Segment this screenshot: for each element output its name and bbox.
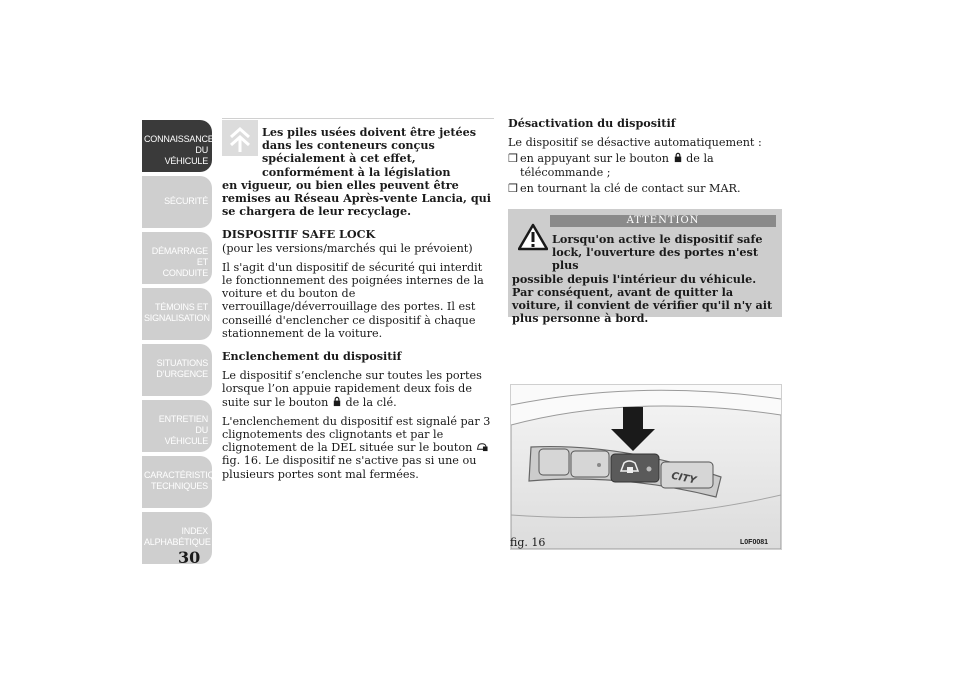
dashboard-buttons-illustration xyxy=(511,385,781,549)
tab-entretien-du-vehicule[interactable]: ENTRETIEN DU VÉHICULE xyxy=(142,400,212,452)
lock-icon xyxy=(673,152,683,163)
figure-caption: fig. 16 xyxy=(510,536,546,549)
left-column xyxy=(222,120,494,481)
disable-intro: Le dispositif se désactive automatiquement : xyxy=(508,136,762,150)
disable-title: Désactivation du dispositif xyxy=(508,116,676,130)
recycle-icon xyxy=(222,120,258,156)
recycle-note-tail: en vigueur, ou bien elles peuvent être remises au Réseau Après-vente Lancia, qui se chargera de leur recyclage. xyxy=(222,177,492,219)
recycle-note xyxy=(222,120,494,218)
tab-temoins-et-signalisation[interactable]: TÉMOINS ET SIGNALISATION xyxy=(142,288,212,340)
figure-code: L0F0081 xyxy=(740,539,769,546)
attention-text: Lorsqu'on active le dispositif safe lock, l'ouverture des portes n'est plus possible depuis l'intérieur du véhicule. Par conséquent, avant de quitter la voiture, il convient de vérifier qu'il n'y ait plus personne à bord. xyxy=(512,232,773,326)
page-number: 30 xyxy=(178,548,201,567)
figure-16 xyxy=(510,384,782,550)
tab-connaissance-du-vehicule[interactable]: CONNAISSANCE DU VÉHICULE xyxy=(142,120,212,172)
list-item: ❒ en appuyant sur le bouton de la télécommande ; xyxy=(508,152,714,179)
tab-demarrage-et-conduite[interactable]: DÉMARRAGE ET CONDUITE xyxy=(142,232,212,284)
intro-paragraph: Il s'agit d'un dispositif de sécurité qui interdit le fonctionnement des poignées internes de la voiture et du bouton de verrouillage/déverrouillage des portes. Il est conseillé d'enclencher ce dispositif à chaque stationnement de la voiture. xyxy=(222,260,484,340)
top-rule xyxy=(222,118,494,119)
right-column xyxy=(508,117,782,195)
city-button-label: CITY xyxy=(670,470,698,487)
lock-icon xyxy=(332,396,342,407)
attention-box xyxy=(508,209,782,326)
enable-title: Enclenchement du dispositif xyxy=(222,349,402,364)
signal-paragraph: L'enclenchement du dispositif est signalé par 3 clignotements des clignotants et par le clignotement de la DEL située sur le bouton fig. 16. Le dispositif ne s'active pas si une ou plusieurs portes sont mal fermées. xyxy=(222,414,491,481)
enable-paragraph: Le dispositif s’enclenche sur toutes les portes lorsque l’on appuie rapidement deux fois de suite sur le bouton de la clé. xyxy=(222,369,482,409)
section-subtitle: (pour les versions/marchés qui le prévoient) xyxy=(222,241,473,255)
tab-caracteristiques-techniques[interactable]: CARACTÉRISTIQUES TECHNIQUES xyxy=(142,456,212,508)
tab-situations-durgence[interactable]: SITUATIONS D’URGENCE xyxy=(142,344,212,396)
tab-index-alphabetique[interactable]: INDEX ALPHABÉTIQUE xyxy=(142,512,212,564)
list-item: ❒ en tournant la clé de contact sur MAR. xyxy=(508,181,741,195)
section-title: DISPOSITIF SAFE LOCK xyxy=(222,227,376,242)
car-lock-icon xyxy=(476,441,489,452)
attention-header: ATTENTION xyxy=(550,215,776,227)
tab-securite[interactable]: SÉCURITÉ xyxy=(142,176,212,228)
recycle-note-head: Les piles usées doivent être jetées dans les conteneurs conçus spécialement à cet effet, conformément à la législation xyxy=(262,125,477,179)
